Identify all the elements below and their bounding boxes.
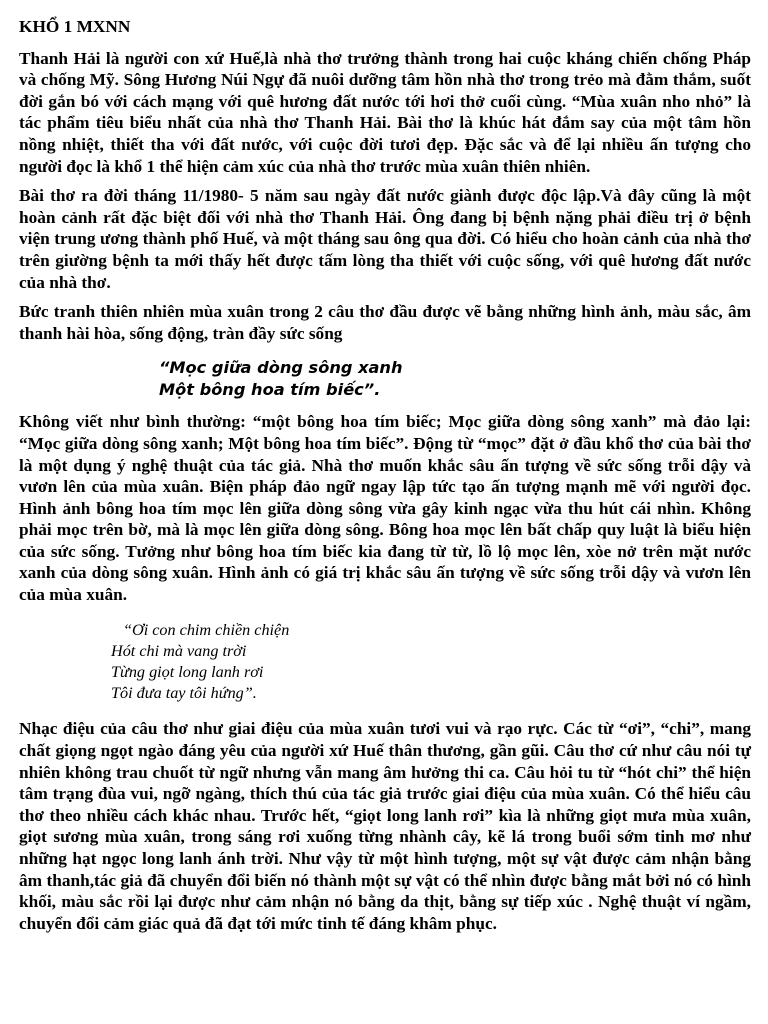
paragraph-lead-in: Bức tranh thiên nhiên mùa xuân trong 2 câu thơ đầu được vẽ bằng những hình ảnh, màu sắc, âm thanh hài hòa, sống động, tràn đầy sức sống xyxy=(19,302,751,343)
paragraph-analysis-1: Không viết như bình thường: “một bông hoa tím biếc; Mọc giữa dòng sông xanh” mà đảo lại: “Mọc giữa dòng sông xanh; Một bông hoa tím biếc”. Động từ “mọc” đặt ở đầu khổ thơ của bài thơ là một dụng ý nghệ thuật của tác giả. Nhà thơ muốn khắc sâu ấn tượng về sức sống trỗi dậy và vươn lên của mùa xuân. Biện pháp đảo ngữ ngay lập tức tạo ấn tượng mạnh mẽ với người đọc. Hình ảnh bông hoa tím mọc lên giữa dòng sông vừa gây kinh ngạc vừa thu hút cái nhìn. Không phải mọc trên bờ, mà là mọc lên giữa dòng sông. Bông hoa mọc lên bất chấp quy luật là biểu hiện của sức sống. Tưởng như bông hoa tím biếc kia đang từ từ, lồ lộ mọc lên, xòe nở trên mặt nước xanh của dòng sông xuân. Hình ảnh có giá trị khắc sâu ấn tượng về sức sống trỗi dậy và vươn lên của mùa xuân. xyxy=(19,412,751,605)
poem-excerpt-1 xyxy=(159,357,751,401)
poem-line: “Ơi con chim chiền chiện xyxy=(123,620,290,639)
paragraph-analysis-2: Nhạc điệu của câu thơ như giai điệu của mùa xuân tươi vui và rạo rực. Các từ “ơi”, “chi”, mang chất giọng ngọt ngào đáng yêu của người xứ Huế thân thương, gần gũi. Câu thơ cứ như câu nói tự nhiên không trau chuốt từ ngữ nhưng vẫn mang âm hưởng thi ca. Câu hỏi tu từ “hót chi” thể hiện tâm trạng đùa vui, ngỡ ngàng, thích thú của tác giả trước giai điệu của mùa xuân. Có thể hiểu câu thơ theo nhiều cách khác nhau. Trước hết, “giọt long lanh rơi” kìa là những giọt mưa mùa xuân, giọt sương mùa xuân, trong sáng rơi xuống từng nhành cây, kẽ lá trong buổi sớm tinh mơ như những hạt ngọc long lanh ánh trời. Như vậy từ một hình tượng, một sự vật được cảm nhận bằng âm thanh,tác giả đã chuyển đổi biến nó thành một sự vật có thể nhìn được bằng mắt bởi nó có hình khối, màu sắc rồi lại được như cảm nhận nó bằng da thịt, bằng sự tiếp xúc . Nghệ thuật ví ngầm, chuyển đổi cảm giác quả đã đạt tới mức tinh tế đáng khâm phục. xyxy=(19,719,751,933)
poem-line: Hót chi mà vang trời xyxy=(111,641,247,660)
poem-line: Một bông hoa tím biếc”. xyxy=(159,380,381,400)
poem-line: Từng giọt long lanh rơi xyxy=(111,663,264,682)
poem-line: Tôi đưa tay tôi hứng”. xyxy=(111,684,257,703)
poem-excerpt-2 xyxy=(111,620,751,705)
document-page xyxy=(19,16,751,942)
paragraph-context: Bài thơ ra đời tháng 11/1980- 5 năm sau ngày đất nước giành được độc lập.Và đây cũng là một hoàn cảnh rất đặc biệt đối với nhà thơ Thanh Hải. Ông đang bị bệnh nặng phải điều trị ở bệnh viện trung ương thành phố Huế, và một tháng sau ông qua đời. Có hiểu cho hoàn cảnh của nhà thơ trên giường bệnh ta mới thấy hết được tấm lòng tha thiết với cuộc sống, với quê hương đất nước của nhà thơ. xyxy=(19,186,751,292)
document-title: KHỔ 1 MXNN xyxy=(19,17,131,36)
poem-line: “Mọc giữa dòng sông xanh xyxy=(159,358,403,378)
paragraph-intro: Thanh Hải là người con xứ Huế,là nhà thơ trưởng thành trong hai cuộc kháng chiến chống Pháp và chống Mỹ. Sông Hương Núi Ngự đã nuôi dưỡng tâm hồn nhà thơ trong trẻo mà đằm thắm, suốt đời gắn bó với cách mạng với quê hương đất nước tới hơi thở cuối cùng. “Mùa xuân nho nhỏ” là tác phẩm tiêu biểu nhất của nhà thơ Thanh Hải. Bài thơ là khúc hát đắm say của một tâm hồn nồng nhiệt, thiết tha với đất nước, với cuộc đời tươi đẹp. Đặc sắc và để lại nhiều ấn tượng cho người đọc là khổ 1 thể hiện cảm xúc của nhà thơ trước mùa xuân thiên nhiên. xyxy=(19,48,751,176)
